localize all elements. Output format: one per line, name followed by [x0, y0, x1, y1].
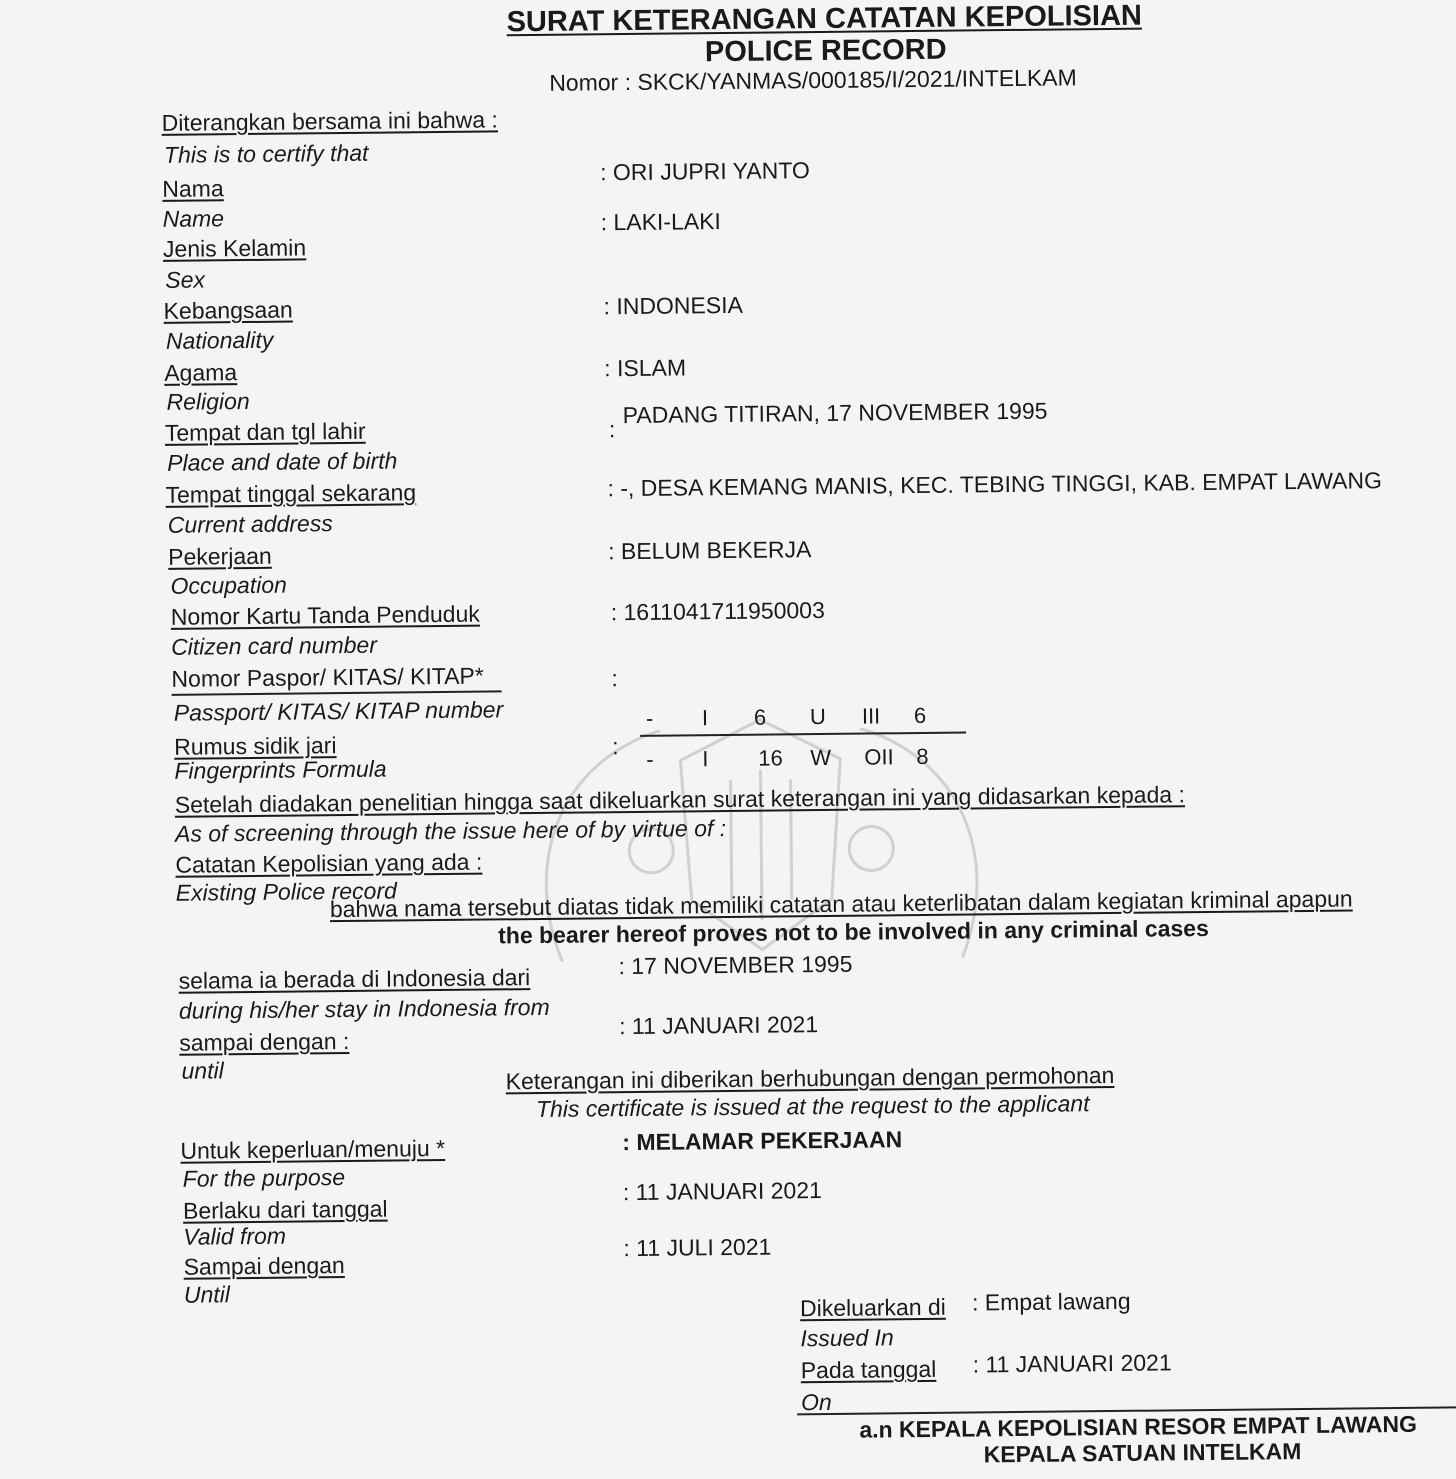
- issued-place-value: : Empat lawang: [971, 1287, 1131, 1316]
- validity-label-en: For the purpose: [182, 1164, 346, 1192]
- field-label-en: Occupation: [170, 571, 287, 599]
- fingerprint-top: 6: [913, 702, 927, 729]
- field-label-id: Jenis Kelamin: [162, 234, 307, 262]
- field-label-id: Kebangsaan: [163, 296, 293, 324]
- field-value: : INDONESIA: [603, 291, 744, 320]
- field-label-id: Nomor Kartu Tanda Penduduk: [170, 600, 480, 630]
- screening-id: Setelah diadakan penelitian hingga saat dikeluarkan surat keterangan ini yang didasarkan kepada :: [174, 781, 1186, 818]
- fingerprint-label-id: Rumus sidik jari: [174, 732, 337, 760]
- record-label-id: Catatan Kepolisian yang ada :: [175, 848, 483, 878]
- field-label-en: Current address: [167, 510, 333, 538]
- issued-date-value: : 11 JANUARI 2021: [972, 1349, 1172, 1378]
- fingerprint-top: -: [645, 705, 654, 731]
- validity-label-id: Sampai dengan: [183, 1252, 345, 1280]
- fingerprint-bottom: 8: [916, 743, 929, 770]
- validity-value: : 11 JULI 2021: [623, 1233, 772, 1262]
- field-value: : -, DESA KEMANG MANIS, KEC. TEBING TINGGI, KAB. EMPAT LAWANG: [607, 467, 1383, 502]
- issued-place-label-id: Dikeluarkan di: [799, 1293, 946, 1322]
- stay-from-value: : 17 NOVEMBER 1995: [618, 950, 853, 980]
- field-label-en: Nationality: [165, 326, 274, 354]
- validity-label-id: Berlaku dari tanggal: [182, 1195, 388, 1224]
- fingerprint-bottom: W: [810, 744, 832, 771]
- validity-label-en: Valid from: [183, 1222, 287, 1250]
- issued-date-label-en: On: [800, 1388, 832, 1416]
- record-statement-id: bahwa nama tersebut diatas tidak memiliki catatan atau keterlibatan dalam kegiatan kriminal apapun: [329, 885, 1353, 923]
- document-number: Nomor : SKCK/YANMAS/000185/I/2021/INTELKAM: [549, 64, 1077, 96]
- validity-label-id: Untuk keperluan/menuju *: [180, 1134, 446, 1164]
- stay-until-value: : 11 JANUARI 2021: [618, 1011, 819, 1040]
- field-label-en: Sex: [165, 266, 206, 293]
- validity-value: : 11 JANUARI 2021: [622, 1177, 822, 1206]
- stay-from-label-id: selama ia berada di Indonesia dari: [178, 964, 531, 994]
- fingerprint-top: III: [861, 703, 881, 729]
- field-label-id: Nomor Paspor/ KITAS/ KITAP*: [171, 662, 484, 692]
- intro-id: Diterangkan bersama ini bahwa :: [161, 106, 499, 136]
- intro-en: This is to certify that: [163, 139, 369, 168]
- stay-from-label-en: during his/her stay in Indonesia from: [178, 993, 550, 1024]
- field-value: PADANG TITIRAN, 17 NOVEMBER 1995: [622, 397, 1048, 429]
- fingerprint-bottom: I: [702, 746, 709, 772]
- fingerprint-top: U: [809, 703, 826, 730]
- fingerprint-bottom: -: [646, 746, 654, 772]
- field-label-id: Pekerjaan: [168, 542, 272, 570]
- stay-until-label-id: sampai dengan :: [179, 1027, 350, 1056]
- signatory-line-2: KEPALA SATUAN INTELKAM: [983, 1438, 1302, 1468]
- record-label-en: Existing Police record: [175, 877, 397, 906]
- field-label-id: Nama: [162, 175, 224, 202]
- field-label-id: Agama: [164, 359, 238, 386]
- screening-en: As of screening through the issue here of by virtue of :: [174, 815, 727, 847]
- field-label-en: Passport/ KITAS/ KITAP number: [173, 696, 504, 726]
- field-value: : 1611041711950003: [610, 596, 825, 626]
- request-en: This certificate is issued at the request to the applicant: [535, 1090, 1090, 1123]
- document-title: SURAT KETERANGAN CATATAN KEPOLISIAN: [506, 0, 1143, 39]
- issued-date-label-id: Pada tanggal: [800, 1355, 937, 1384]
- validity-label-en: Until: [183, 1281, 231, 1308]
- field-value: : ORI JUPRI YANTO: [600, 157, 810, 186]
- field-label-en: Name: [162, 205, 225, 232]
- record-statement-en: the bearer hereof proves not to be involved in any criminal cases: [498, 914, 1209, 949]
- field-value: : LAKI-LAKI: [600, 208, 721, 236]
- field-value: :: [611, 665, 618, 692]
- field-label-id: Tempat dan tgl lahir: [164, 417, 366, 446]
- fingerprint-colon: :: [612, 733, 619, 760]
- issued-place-label-en: Issued In: [800, 1324, 894, 1352]
- validity-value: : MELAMAR PEKERJAAN: [622, 1126, 903, 1156]
- fingerprint-top: 6: [753, 704, 767, 730]
- request-id: Keterangan ini diberikan berhubungan dengan permohonan: [505, 1061, 1115, 1095]
- field-colon: :: [608, 416, 616, 443]
- field-label-id: Tempat tinggal sekarang: [165, 479, 417, 508]
- fingerprint-label-en: Fingerprints Formula: [174, 755, 387, 784]
- field-label-en: Citizen card number: [170, 631, 378, 660]
- fingerprint-bottom: OII: [864, 744, 894, 770]
- field-label-en: Religion: [166, 387, 250, 415]
- field-label-en: Place and date of birth: [167, 447, 398, 476]
- stay-until-label-en: until: [181, 1057, 224, 1084]
- fingerprint-top: I: [701, 705, 709, 731]
- field-value: : ISLAM: [604, 354, 687, 382]
- signatory-line-1: a.n KEPALA KEPOLISIAN RESOR EMPAT LAWANG: [859, 1410, 1418, 1443]
- field-value: : BELUM BEKERJA: [608, 536, 812, 565]
- fingerprint-bottom: 16: [758, 745, 783, 771]
- document-subtitle: POLICE RECORD: [704, 33, 947, 69]
